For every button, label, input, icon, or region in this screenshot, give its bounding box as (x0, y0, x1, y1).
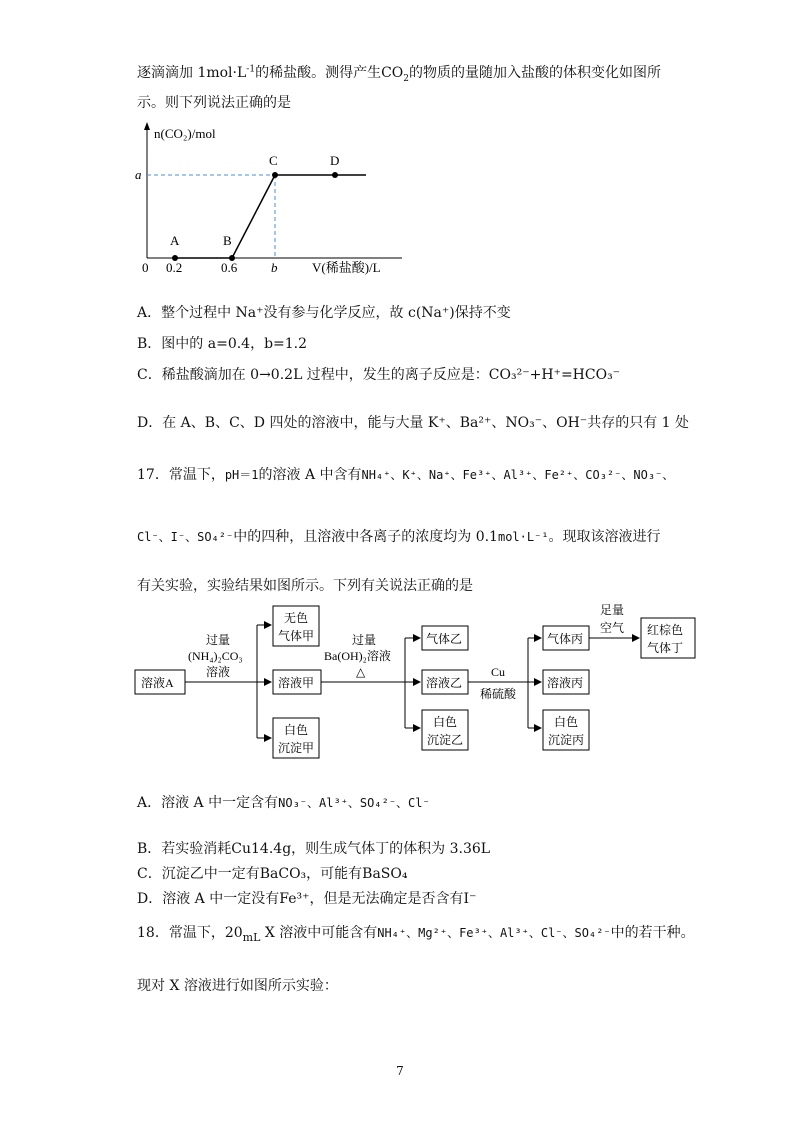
y-axis-label: n(CO₂)/mol (154, 126, 216, 141)
box-gas-jia-2: 气体甲 (278, 629, 315, 643)
x-tick-0.6: 0.6 (221, 260, 238, 275)
box-gas-yi: 气体乙 (426, 632, 463, 646)
label-C: C (269, 153, 278, 168)
x-axis-label: V(稀盐酸)/L (312, 260, 381, 275)
box-pp-jia-1: 白色 (284, 723, 309, 737)
label-B: B (223, 233, 232, 248)
q16-option-b: B．图中的 a=0.4，b=1.2 (137, 336, 308, 352)
q17-flow-diagram (130, 600, 700, 765)
x-tick-b: b (271, 260, 278, 275)
q16-option-a: A．整个过程中 Na⁺没有参与化学反应，故 c(Na⁺)保持不变 (137, 305, 511, 321)
x-tick-0.2: 0.2 (166, 260, 183, 275)
q17-line1: 17．常温下，pH＝1的溶液 A 中含有NH₄⁺、K⁺、Na⁺、Fe³⁺、Al³⁺、Fe²⁺、CO₃²⁻、NO₃⁻、 (137, 467, 675, 483)
box-pp-bing-2: 沉淀丙 (548, 733, 585, 747)
box-gas-ding-1: 红棕色 (647, 623, 684, 637)
q17-option-c: C．沉淀乙中一定有BaCO₃，可能有BaSO₄ (137, 866, 408, 882)
box-sol-jia: 溶液甲 (278, 676, 315, 690)
box-pp-jia-2: 沉淀甲 (278, 741, 315, 755)
page-number: 7 (396, 1064, 404, 1078)
svg-text:Ba(OH)₂溶液: Ba(OH)₂溶液 (324, 649, 391, 663)
svg-text:足量: 足量 (600, 603, 625, 617)
box-sol-a: 溶液A (141, 676, 174, 690)
box-sol-yi: 溶液乙 (426, 676, 463, 690)
q17-line3: 有关实验，实验结果如图所示。下列有关说法正确的是 (137, 578, 473, 594)
svg-text:Cu: Cu (491, 665, 506, 679)
q16-intro-line1: 逐滴滴加 $1mol\cdot L^{-1}$的稀盐酸。测得产生$CO_2$的物质的量随加入盐酸的体积变化如图所 (137, 64, 662, 84)
svg-text:溶液: 溶液 (206, 665, 231, 679)
q18-line2: 现对 X 溶液进行如图所示实验： (137, 978, 338, 994)
y-tick-a: a (135, 167, 142, 182)
q16-graph (130, 118, 410, 278)
q17-option-b: B．若实验消耗Cu14.4g，则生成气体丁的体积为 3.36L (137, 841, 491, 857)
q17-option-d: D．溶液 A 中一定没有Fe³⁺，但是无法确定是否含有I⁻ (137, 891, 477, 907)
point-C (272, 172, 278, 178)
label-D: D (330, 153, 340, 168)
svg-text:△: △ (356, 665, 366, 679)
q16-option-c: C．稀盐酸滴加在 0→0.2L 过程中，发生的离子反应是：CO₃²⁻+H⁺=HCO₃⁻ (137, 367, 621, 383)
box-gas-bing: 气体丙 (547, 632, 584, 646)
label-A: A (170, 233, 180, 248)
svg-text:(NH₄)₂CO₃: (NH₄)₂CO₃ (188, 649, 243, 663)
svg-text:空气: 空气 (600, 621, 625, 635)
x-tick-0: 0 (142, 260, 149, 275)
box-pp-yi-2: 沉淀乙 (427, 733, 464, 747)
box-gas-ding-2: 气体丁 (647, 641, 684, 655)
svg-text:过量: 过量 (206, 633, 231, 647)
box-pp-yi-1: 白色 (433, 715, 458, 729)
q17-option-a: A．溶液 A 中一定含有NO₃⁻、Al³⁺、SO₄²⁻、Cl⁻ (137, 795, 430, 811)
point-D (332, 172, 338, 178)
q16-option-d: D．在 A、B、C、D 四处的溶液中，能与大量 K⁺、Ba²⁺、NO₃⁻、OH⁻共存的只有 1 处 (137, 415, 690, 431)
svg-text:过量: 过量 (352, 633, 377, 647)
box-gas-jia-1: 无色 (284, 611, 309, 625)
q16-intro-line2: 示。则下列说法正确的是 (137, 95, 291, 111)
q18-line1: 18．常温下，$20_{mL}$ X 溶液中可能含有NH₄⁺、Mg²⁺、Fe³⁺、Al³⁺、Cl⁻、SO₄²⁻中的若干种。 (137, 925, 695, 944)
q17-line2: Cl⁻、I⁻、SO₄²⁻中的四种，且溶液中各离子的浓度均为 0.1mol·L⁻¹。现取该溶液进行 (137, 529, 661, 545)
svg-text:稀硫酸: 稀硫酸 (480, 687, 517, 701)
box-pp-bing-1: 白色 (554, 715, 579, 729)
box-sol-bing: 溶液丙 (547, 676, 584, 690)
